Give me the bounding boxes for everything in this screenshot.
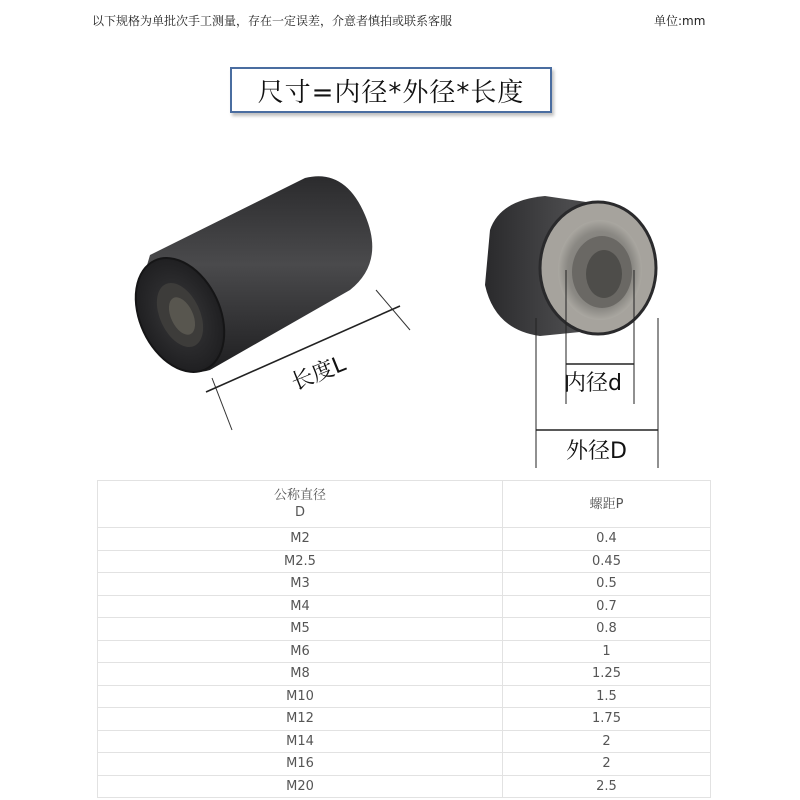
unit-note: 单位:mm	[654, 14, 706, 28]
measurement-note: 以下规格为单批次手工测量，存在一定误差，介意者慎拍或联系客服	[92, 14, 453, 28]
table-row	[98, 730, 711, 753]
cell-pitch: 1.25	[503, 663, 711, 686]
cell-pitch: 0.5	[503, 573, 711, 596]
size-formula-text: 尺寸=内径*外径*长度	[257, 77, 525, 108]
table-row	[98, 595, 711, 618]
cell-nominal-diameter: M6	[98, 640, 503, 663]
cell-pitch: 0.7	[503, 595, 711, 618]
cell-nominal-diameter: M3	[98, 573, 503, 596]
table-row	[98, 708, 711, 731]
cell-nominal-diameter: M2	[98, 528, 503, 551]
table-row	[98, 618, 711, 641]
cell-pitch: 1.5	[503, 685, 711, 708]
header-nominal-diameter-symbol: D	[294, 505, 305, 520]
table-row	[98, 573, 711, 596]
cell-nominal-diameter: M12	[98, 708, 503, 731]
cell-nominal-diameter: M2.5	[98, 550, 503, 573]
length-label: 长度L	[287, 351, 350, 396]
table-row	[98, 775, 711, 798]
table-row	[98, 550, 711, 573]
spec-table	[97, 480, 711, 798]
cell-pitch: 1.75	[503, 708, 711, 731]
cell-nominal-diameter: M16	[98, 753, 503, 776]
cell-nominal-diameter: M5	[98, 618, 503, 641]
cell-nominal-diameter: M20	[98, 775, 503, 798]
header-nominal-diameter-text: 公称直径	[273, 488, 326, 503]
cell-pitch: 0.8	[503, 618, 711, 641]
header-nominal-diameter	[98, 481, 503, 528]
cell-pitch: 0.4	[503, 528, 711, 551]
cell-pitch: 2.5	[503, 775, 711, 798]
table-header-row	[98, 481, 711, 528]
table-row	[98, 640, 711, 663]
size-formula	[230, 67, 552, 113]
table-row	[98, 663, 711, 686]
table-row	[98, 753, 711, 776]
short-nut-end-view	[485, 196, 656, 336]
cell-nominal-diameter: M10	[98, 685, 503, 708]
cell-pitch: 0.45	[503, 550, 711, 573]
cell-pitch: 2	[503, 753, 711, 776]
inner-diameter-label: 内径d	[564, 371, 622, 396]
cell-nominal-diameter: M4	[98, 595, 503, 618]
cell-nominal-diameter: M14	[98, 730, 503, 753]
cell-pitch: 1	[503, 640, 711, 663]
product-illustration	[0, 130, 800, 470]
cell-nominal-diameter: M8	[98, 663, 503, 686]
cell-pitch: 2	[503, 730, 711, 753]
header-pitch: 螺距P	[503, 481, 711, 528]
table-row	[98, 685, 711, 708]
outer-diameter-label: 外径D	[566, 439, 627, 464]
table-row	[98, 528, 711, 551]
